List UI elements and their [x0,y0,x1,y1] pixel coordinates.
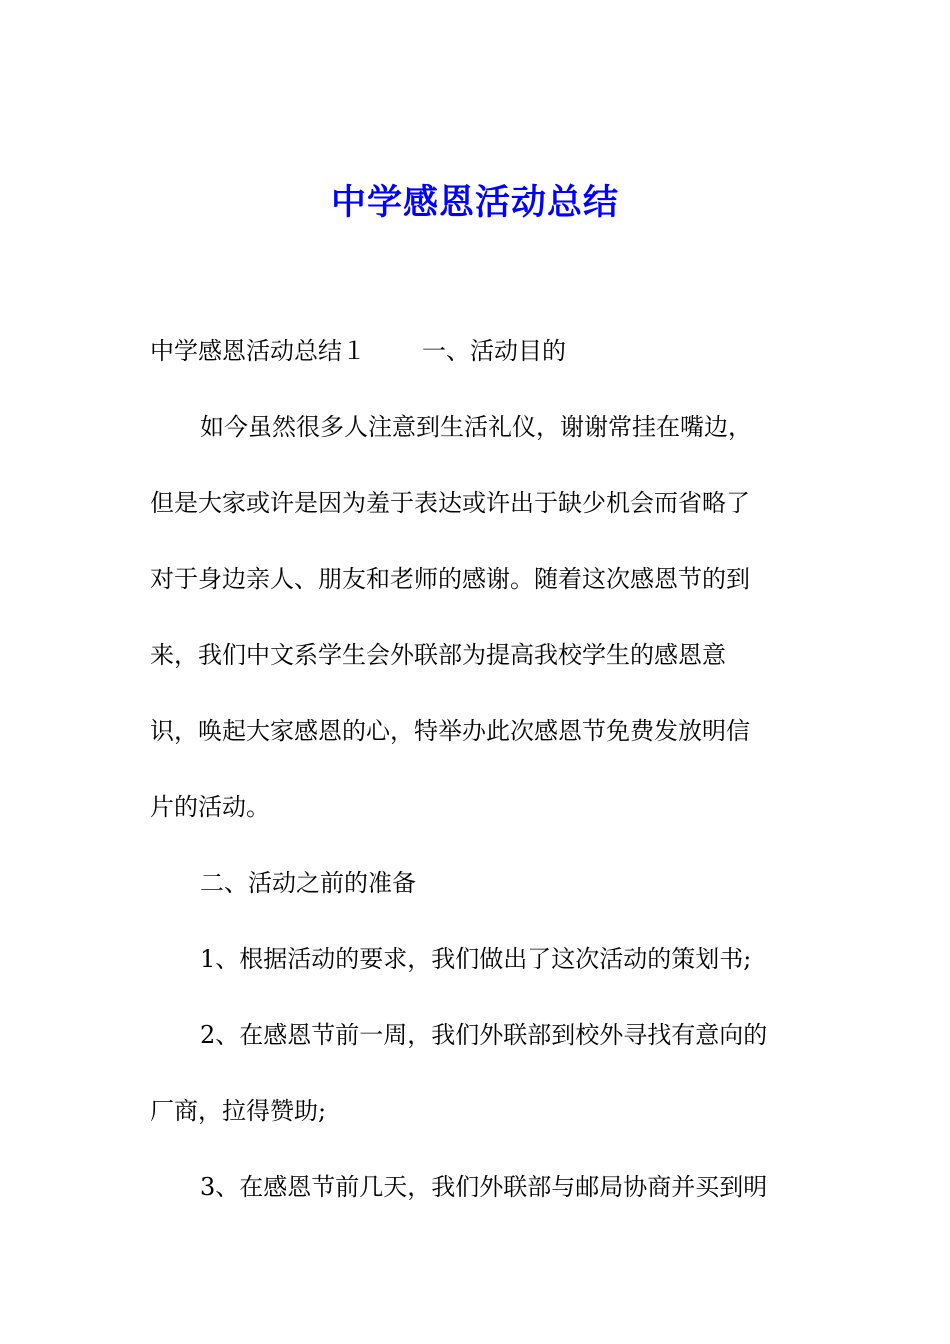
section-heading-right: 一、活动目的 [422,337,566,365]
list-item: 1、根据活动的要求，我们做出了这次活动的策划书; [200,945,752,973]
list-item-continuation: 厂商，拉得赞助; [150,1097,327,1125]
paragraph-line: 片的活动。 [150,793,270,821]
paragraph-line: 对于身边亲人、朋友和老师的感谢。随着这次感恩节的到 [150,565,750,593]
section-heading-left: 中学感恩活动总结１ [150,337,366,365]
paragraph-line: 识，唤起大家感恩的心，特举办此次感恩节免费发放明信 [150,717,750,745]
paragraph-line: 但是大家或许是因为羞于表达或许出于缺少机会而省略了 [150,489,750,517]
section-heading: 二、活动之前的准备 [200,869,416,897]
list-item: 2、在感恩节前一周，我们外联部到校外寻找有意向的 [200,1021,768,1049]
document-title: 中学感恩活动总结 [330,183,619,223]
document-body [150,332,810,1244]
heading-line [150,332,810,370]
paragraph-line: 来，我们中文系学生会外联部为提高我校学生的感恩意 [150,641,726,669]
paragraph-line: 如今虽然很多人注意到生活礼仪，谢谢常挂在嘴边， [200,413,752,441]
list-item: 3、在感恩节前几天，我们外联部与邮局协商并买到明 [200,1173,768,1201]
